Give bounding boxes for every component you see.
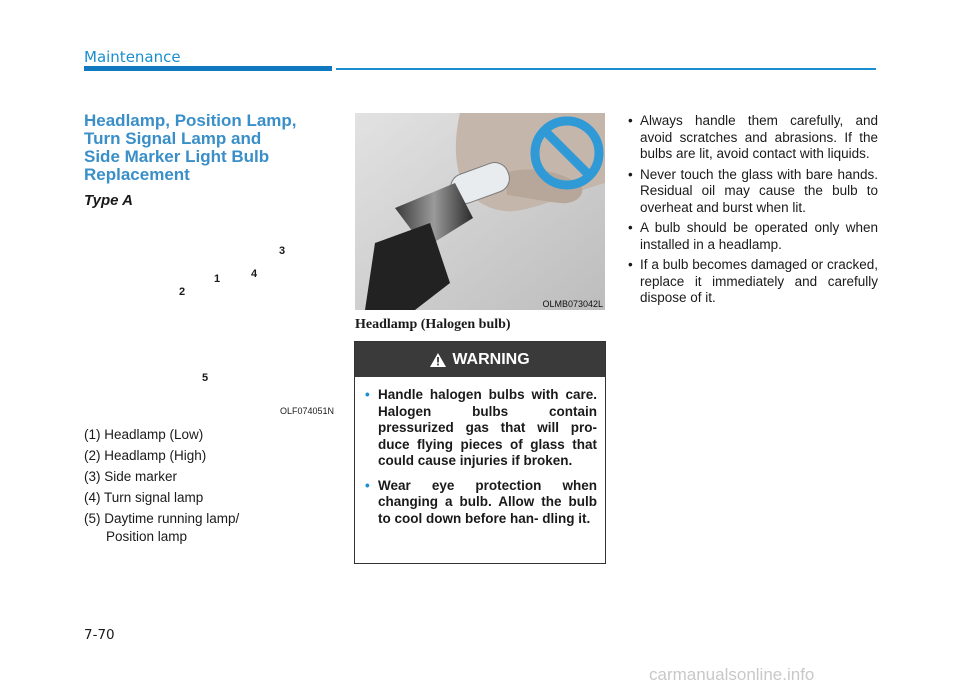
warning-text: Handle halogen bulbs with care. Halogen bulbs contain pressurized gas that will pro- duce flying pieces of glass that could cause injuries if broken. <box>378 387 597 468</box>
bullet-icon: • <box>365 387 370 402</box>
warning-header <box>355 342 605 377</box>
list-item <box>84 424 239 445</box>
section-title-line: Replacement <box>84 165 190 184</box>
warning-triangle-icon <box>430 353 446 367</box>
list-item <box>365 478 597 528</box>
note-text: If a bulb becomes damaged or cracked, replace it immediately and carefully dispose of it. <box>640 257 878 305</box>
list-item <box>365 387 597 470</box>
part-label: (1) Headlamp (Low) <box>84 427 204 442</box>
list-item <box>622 113 878 163</box>
part-label: (4) Turn signal lamp <box>84 490 204 505</box>
list-item <box>84 466 239 487</box>
part-label: (3) Side marker <box>84 469 178 484</box>
page-number: 7-70 <box>84 627 115 643</box>
part-label: (2) Headlamp (High) <box>84 448 207 463</box>
section-title <box>84 112 324 184</box>
bullet-icon: • <box>628 220 633 235</box>
part-label: (5) Daytime running lamp/ <box>84 511 240 526</box>
section-title-line: Headlamp, Position Lamp, <box>84 111 297 130</box>
bullet-icon: • <box>628 257 633 272</box>
list-item <box>622 167 878 217</box>
parts-list <box>84 424 239 545</box>
notes-list <box>622 113 878 311</box>
list-item <box>84 445 239 466</box>
section-title-line: Turn Signal Lamp and <box>84 129 262 148</box>
warning-text: Wear eye protection when changing a bulb. Allow the bulb to cool down before han- dling it. <box>378 477 597 526</box>
section-title-line: Side Marker Light Bulb <box>84 147 270 166</box>
list-item <box>84 508 239 545</box>
bullet-icon: • <box>365 477 370 493</box>
note-text: Never touch the glass with bare hands. Residual oil may cause the bulb to overheat and burst when lit. <box>640 166 878 215</box>
warning-title: WARNING <box>452 350 530 368</box>
bullet-icon: • <box>628 166 633 182</box>
type-label: Type A <box>84 192 133 209</box>
header-title: Maintenance <box>84 48 181 66</box>
warning-list <box>355 377 605 527</box>
list-item <box>622 220 878 253</box>
note-text: Always handle them carefully, and avoid scratches and abrasions. If the bulbs are lit, avoid contact with liquids. <box>640 113 878 161</box>
photo-illustration <box>355 113 605 310</box>
bullet-icon: • <box>628 113 633 128</box>
diagram-label-5: 5 <box>202 372 209 384</box>
halogen-bulb-photo <box>355 113 605 310</box>
header-rule-light <box>336 68 876 70</box>
diagram-label-3: 3 <box>279 245 286 257</box>
diagram-label-2: 2 <box>179 286 186 298</box>
photo-code: OLMB073042L <box>542 299 603 309</box>
diagram-code: OLF074051N <box>279 406 334 416</box>
watermark: carmanualsonline.info <box>649 665 815 684</box>
part-label-continued: Position lamp <box>106 529 188 544</box>
list-item <box>622 257 878 307</box>
header-rule-dark <box>84 66 332 71</box>
photo-caption: Headlamp (Halogen bulb) <box>355 317 511 332</box>
warning-box <box>354 341 606 564</box>
note-text: A bulb should be operated only when installed in a headlamp. <box>640 220 878 252</box>
diagram-label-1: 1 <box>214 273 221 285</box>
diagram-label-4: 4 <box>251 268 258 280</box>
list-item <box>84 487 239 508</box>
headlamp-diagram <box>84 222 334 418</box>
